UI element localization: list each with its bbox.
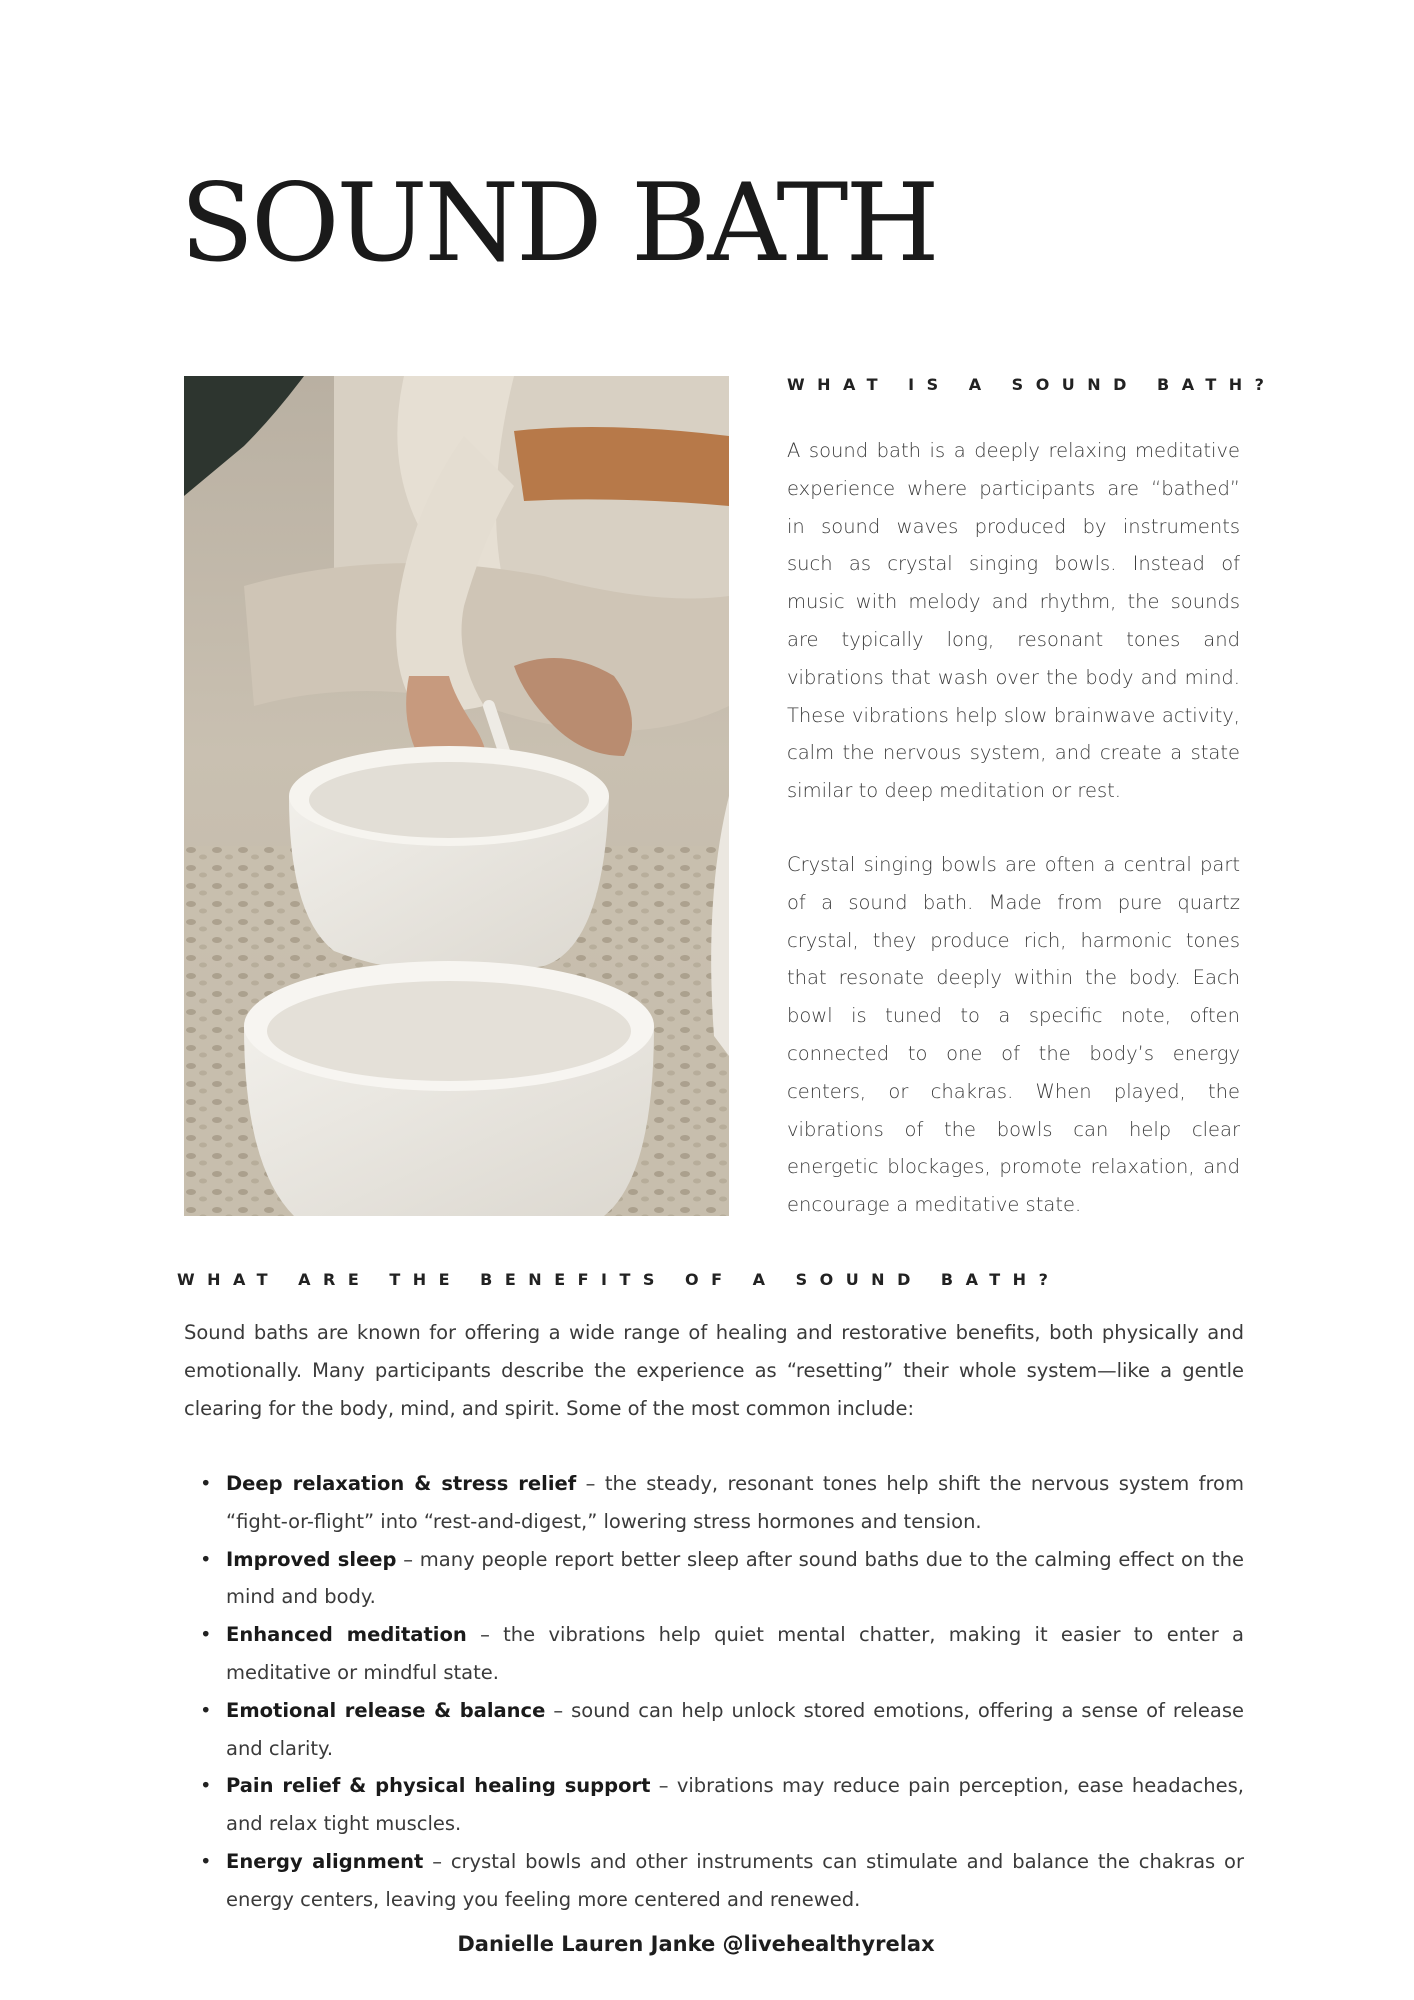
benefit-title: Pain relief & physical healing support <box>226 1774 651 1798</box>
bullet-icon: • <box>200 1472 212 1495</box>
benefits-list <box>184 1465 1244 1919</box>
page-title: SOUND BATH <box>180 161 937 286</box>
bullet-icon: • <box>200 1698 212 1722</box>
benefit-title: Deep relaxation & stress relief <box>226 1472 577 1495</box>
list-item <box>184 1616 1244 1692</box>
benefit-title: Enhanced meditation <box>226 1623 467 1647</box>
benefit-text: – the steady, resonant tones help shift the nervous system from “fight-or-flight” into “rest-and-digest,” lowering stress hormones and tension. <box>226 1472 1244 1533</box>
benefit-text: – sound can help unlock stored emotions, offering a sense of release and clarity. <box>226 1698 1245 1760</box>
list-item <box>184 1843 1244 1919</box>
crystal-bowls-image <box>184 376 729 1216</box>
paragraph-definition: A sound bath is a deeply relaxing meditative experience where participants are “bathed” in sound waves produced by instruments such as crystal singing bowls. Instead of music with melody and rhythm, the sounds are typically long, resonant tones and vibrations that wash over the body and mind. These vibrations help slow brainwave activity, calm the nervous system, and create a state similar to deep meditation or rest. <box>787 439 1240 803</box>
list-item <box>184 1541 1244 1617</box>
list-item <box>184 1767 1244 1843</box>
benefit-text: – the vibrations help quiet mental chatter, making it easier to enter a meditative or mindful state. <box>226 1623 1244 1684</box>
benefit-text: – many people report better sleep after sound baths due to the calming effect on the mind and body. <box>226 1547 1244 1609</box>
benefit-title: Energy alignment <box>226 1849 424 1873</box>
section-heading-benefits: WHAT ARE THE BENEFITS OF A SOUND BATH? <box>177 1270 1061 1289</box>
author-credit: Danielle Lauren Janke @livehealthyrelax <box>457 1932 935 1956</box>
section-heading-what-is: WHAT IS A SOUND BATH? <box>787 375 1277 394</box>
list-item <box>184 1692 1244 1768</box>
benefits-intro: Sound baths are known for offering a wide range of healing and restorative benefits, both physically and emotionally. Many participants describe the experience as “resetting” their whole system—like a gentle clearing for the body, mind, and spirit. Some of the most common include: <box>184 1321 1244 1420</box>
paragraph-crystal-bowls: Crystal singing bowls are often a central part of a sound bath. Made from pure quartz crystal, they produce rich, harmonic tones that resonate deeply within the body. Each bowl is tuned to a specific note, often connected to one of the body’s energy centers, or chakras. When played, the vibrations of the bowls can help clear energetic blockages, promote relaxation, and encourage a meditative state. <box>787 853 1240 1217</box>
benefit-text: – vibrations may reduce pain perception, ease headaches, and relax tight muscles. <box>226 1774 1244 1836</box>
benefit-title: Improved sleep <box>226 1547 397 1571</box>
bullet-icon: • <box>200 1547 212 1571</box>
bullet-icon: • <box>200 1774 212 1798</box>
benefit-text: – crystal bowls and other instruments can stimulate and balance the chakras or energy centers, leaving you feeling more centered and renewed. <box>226 1849 1244 1911</box>
bullet-icon: • <box>200 1849 212 1873</box>
benefit-title: Emotional release & balance <box>226 1698 546 1722</box>
bullet-icon: • <box>200 1623 212 1647</box>
list-item <box>184 1465 1244 1541</box>
